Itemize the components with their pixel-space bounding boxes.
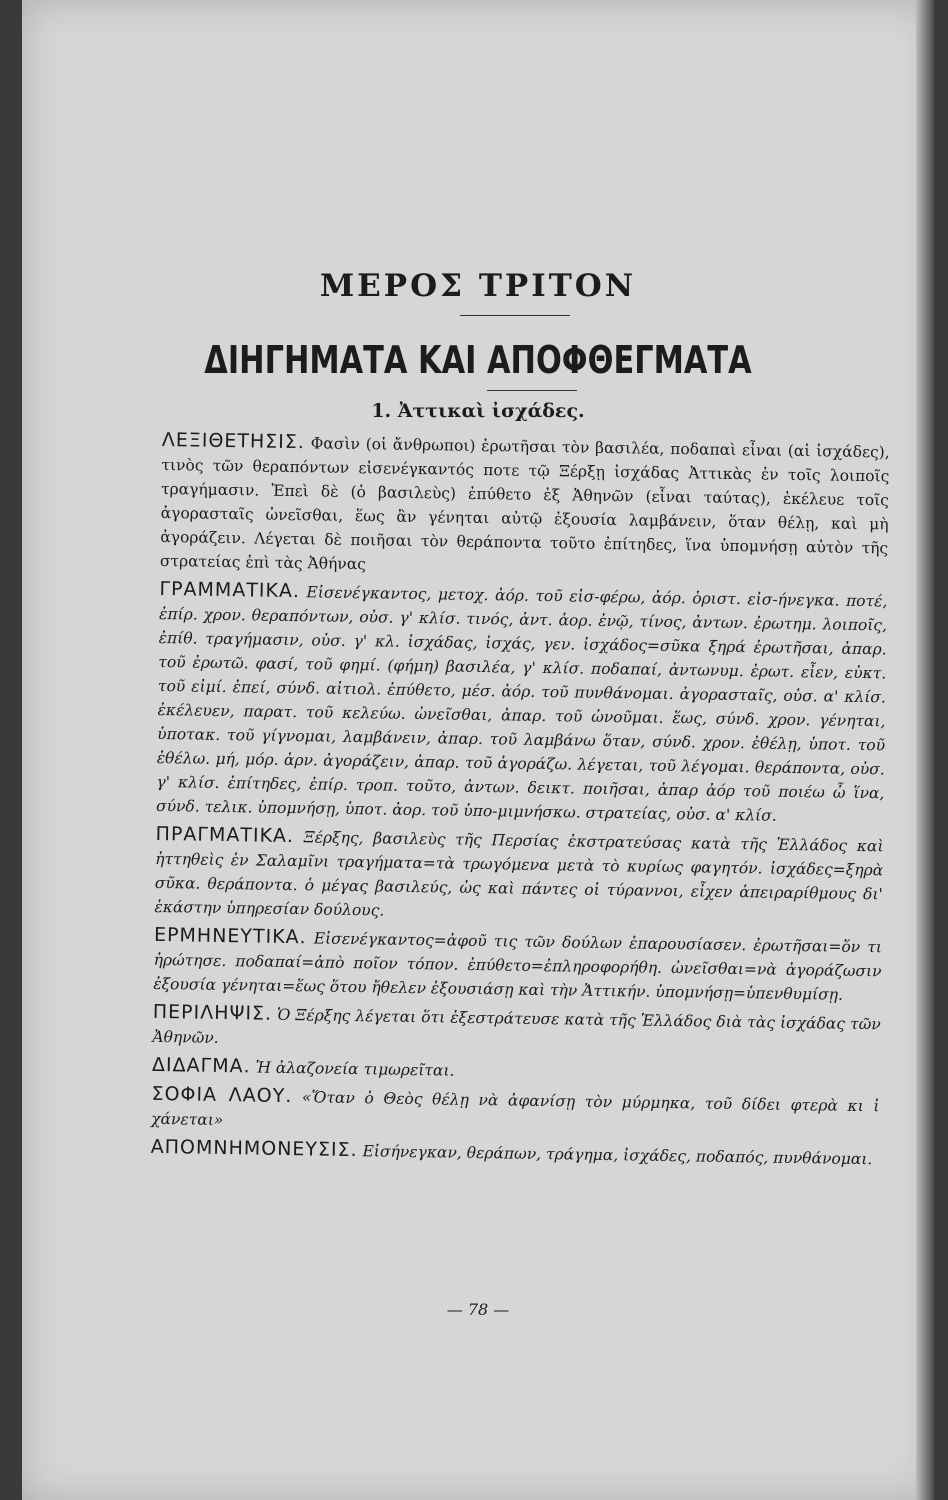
section-text: Ὁ Ξέρξης λέγεται ὅτι ἐξεστράτευσε κατὰ τῆς Ἑλλάδος διὰ τὰς ἰσχάδας τῶν Ἀθηνῶν.	[152, 1005, 881, 1047]
perilipsis-section	[152, 1000, 881, 1060]
lesson-body	[150, 428, 889, 1175]
grammatika-section	[156, 577, 888, 829]
pragmatika-section	[154, 822, 883, 930]
section-text: Εἰσενέγκαντος=ἀφοῦ τις τῶν δούλων ἐπαρουσίασεν. ἐρωτῆσαι=ὅν τι ἠρώτησε. ποδαπαί=ἀπὸ ποῖον τόπον. ἐπύθετο=ἐπληροφορήθη. ὠνεῖσθαι=νὰ ἀγοράζωσιν ἐξουσία γένηται=ἕως ὅτου ἤθελεν ἐξουσιάσῃ καὶ τὴν Ἀττικήν. ὑπομνήσῃ=ὑπενθυμίσῃ.	[153, 929, 883, 1004]
section-label: ΓΡΑΜΜΑΤΙΚΑ.	[159, 577, 301, 603]
lexithetisis-section	[160, 428, 890, 584]
section-label: ΑΠΟΜΝΗΜΟΝΕΥΣΙΣ.	[150, 1135, 358, 1162]
section-text: Ξέρξης, βασιλεὺς τῆς Περσίας ἐκστρατεύσας κατὰ τῆς Ἑλλάδος καὶ ἡττηθεὶς ἐν Σαλαμῖνι τραγήματα=τὰ τρωγόμενα μετὰ τὸ κυρίως φαγητόν. ἰσχάδες=ξηρὰ σῦκα. θεράποντα. ὁ μέγας βασιλεύς, ὡς καὶ πάντες οἱ τύραννοι, εἶχεν ἀπειραρίθμους δι' ἑκάστην ὑπηρεσίαν δούλους.	[154, 828, 884, 920]
part-heading: ΜΕΡΟΣ ΤΡΙΤΟΝ	[319, 268, 637, 304]
section-label: ΠΡΑΓΜΑΤΙΚΑ.	[155, 822, 295, 848]
section-text: Εἰσενέγκαντος, μετοχ. ἀόρ. τοῦ εἰσ-φέρω, ἀόρ. ὁριστ. εἰσ-ήνεγκα. ποτέ, ἐπίρ. χρον. θεραπόντων, οὐσ. γ' κλίσ. τινός, ἀντ. ἀορ. ἐνῷ, τίνος, ἀντων. ἐρωτημ. λοιποῖς, ἐπίθ. τραγήμασιν, οὐσ. γ' κλ. ἰσχάδας, ἰσχάς, γεν. ἰσχάδος=σῦκα ξηρά ἐρωτῆσαι, ἀπαρ. τοῦ ἐρωτῶ. φασί, τοῦ φημί. (φήμη) βασιλέα, γ' κλίσ. ποδαπαί, ἀντωνυμ. ἐρωτ. εἶεν, εὐκτ. τοῦ εἰμί. ἐπεί, σύνδ. αἰτιολ. ἐπύθετο, μέσ. ἀόρ. τοῦ πυνθάνομαι. ἀγορασταῖς, οὐσ. α' κλίσ. ἐκέλευεν, παρατ. τοῦ κελεύω. ὠνεῖσθαι, ἀπαρ. τοῦ ὠνοῦμαι. ἕως, σύνδ. χρον. γένηται, ὑποτακ. τοῦ γίγνομαι, λαμβάνειν, ἀπαρ. τοῦ λαμβάνω ὅταν, σύνδ. χρον. ἐθέλῃ, ὑποτ. τοῦ ἐθέλω. μή, μόρ. ἀρν. ἀγοράζειν, ἀπαρ. τοῦ ἀγοράζω. λέγεται, τοῦ λέγομαι. θεράποντα, οὐσ. γ' κλίσ. ἐπίτηδες, ἐπίρ. τροπ. τοῦτο, ἀντων. δεικτ. ποιῆσαι, ἀπαρ ἀόρ τοῦ ποιέω ὦ ἵνα, σύνδ. τελικ. ὑπομνήσῃ, ὑποτ. ἀορ. τοῦ ὑπο-μιμνήσκω. στρατείας, οὐσ. α' κλίσ.	[155, 583, 888, 825]
book-page	[22, 0, 934, 1500]
ermineftika-section	[153, 923, 882, 1007]
sofia-laou-section	[151, 1082, 880, 1142]
section-text: Εἰσήνεγκαν, θεράπων, τράγημα, ἰσχάδες, ποδαπός, πυνθάνομαι.	[362, 1142, 873, 1169]
section-title: ΔΙΗΓΗΜΑΤΑ ΚΑΙ ΑΠΟΦΘΕΓΜΑΤΑ	[204, 338, 752, 382]
divider	[487, 390, 577, 391]
section-text: «Ὅταν ὁ Θεὸς θέλῃ νὰ ἀφανίσῃ τὸν μύρμηκα, τοῦ δίδει φτερὰ κι ἰ χάνεται»	[151, 1088, 880, 1130]
divider	[460, 315, 570, 316]
section-label: ΛΕΞΙΘΕΤΗΣΙΣ.	[161, 428, 306, 454]
section-text: Φασὶν (οἱ ἄνθρωποι) ἐρωτῆσαι τὸν βασιλέα, ποδαπαὶ εἶναι (αἱ ἰσχάδες), τινὸς τῶν θεραπόντων εἰσενέγκαντός ποτε τῷ Ξέρξῃ ἰσχάδας Ἀττικὰς ἐν τοῖς λοιποῖς τραγήμασιν. Ἐπεὶ δὲ (ὁ βασιλεὺς) ἐπύθετο ἐξ Ἀθηνῶν (εἶναι ταύτας), ἐκέλευε τοῖς ἀγορασταῖς ὠνεῖσθαι, ἕως ἂν γένηται αὐτῷ ἐξουσία λαμβάνειν, ὅταν θέλῃ, καὶ μὴ ἀγοράζειν. Λέγεται δὲ ποιῆσαι τὸν θεράποντα τοῦτο ἐπίτηδες, ἵνα ὑπομνήσῃ αὐτὸν τῆς στρατείας ἐπὶ τὰς Ἀθήνας	[159, 434, 890, 574]
section-label: ΠΕΡΙΛΗΨΙΣ.	[152, 1000, 273, 1025]
lesson-title: 1. Ἀττικαὶ ἰσχάδες.	[371, 400, 585, 422]
section-text: Ἡ ἀλαζονεία τιμωρεῖται.	[255, 1058, 455, 1080]
section-label: ΕΡΜΗΝΕΥΤΙΚΑ.	[153, 923, 307, 949]
section-label: ΔΙΔΑΓΜΑ.	[151, 1053, 251, 1078]
section-label: ΣΟΦΙΑ ΛΑΟΥ.	[151, 1082, 293, 1108]
page-edge	[916, 0, 934, 1500]
page-number: — 78 —	[446, 1300, 510, 1319]
